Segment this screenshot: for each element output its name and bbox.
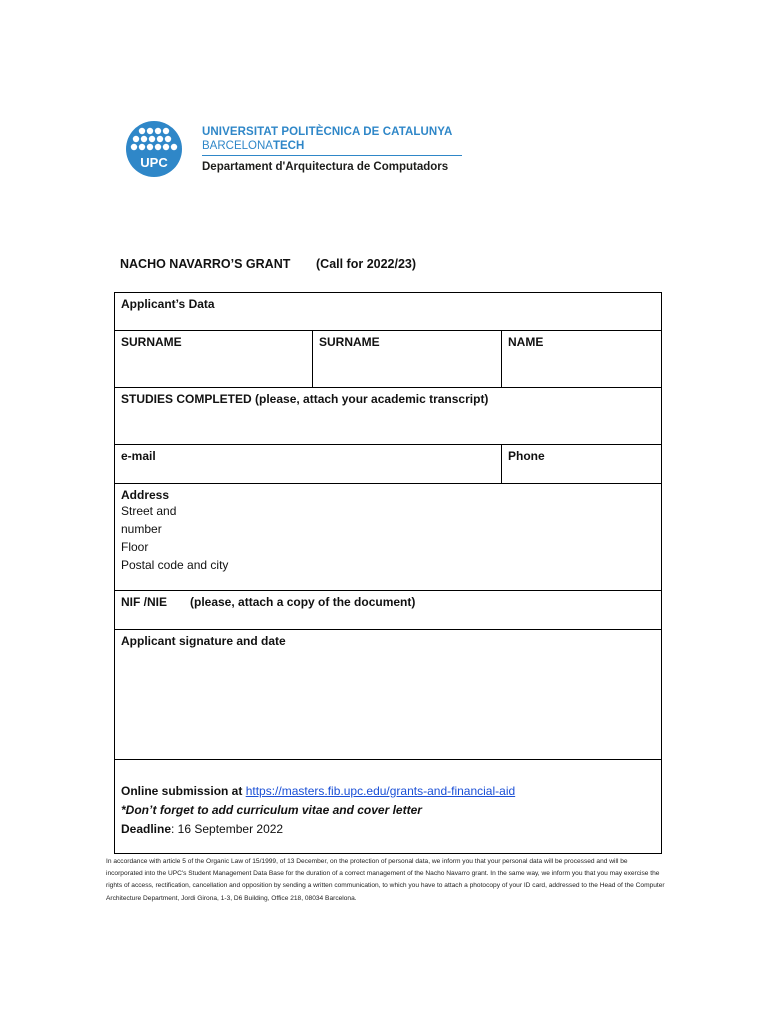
studies-field[interactable] bbox=[114, 387, 662, 445]
name-field[interactable] bbox=[501, 330, 662, 388]
deadline-value: : 16 September 2022 bbox=[171, 822, 284, 836]
submission-link[interactable]: https://masters.fib.upc.edu/grants-and-financial-aid bbox=[245, 784, 516, 798]
floor-label: Floor bbox=[121, 540, 149, 554]
nif-field[interactable] bbox=[114, 590, 662, 630]
surname-2-field[interactable] bbox=[312, 330, 502, 388]
surname-1-field[interactable] bbox=[114, 330, 313, 388]
postal-label: Postal code and city bbox=[121, 558, 229, 572]
grant-title: NACHO NAVARRO’S GRANT bbox=[120, 257, 291, 271]
email-field[interactable] bbox=[114, 444, 502, 484]
address-label: Address bbox=[121, 488, 170, 502]
online-submission-prefix: Online submission at bbox=[121, 784, 246, 798]
subtitle-tech: TECH bbox=[272, 140, 305, 152]
grant-call: (Call for 2022/23) bbox=[316, 257, 417, 271]
signature-label: Applicant signature and date bbox=[121, 634, 286, 648]
submission-box bbox=[114, 759, 662, 854]
department-name: Departament d'Arquitectura de Computadors bbox=[202, 161, 449, 173]
signature-field[interactable] bbox=[114, 629, 662, 760]
logo-divider bbox=[202, 155, 462, 156]
cv-reminder: *Don’t forget to add curriculum vitae and cover letter bbox=[121, 803, 422, 817]
surname-2-label: SURNAME bbox=[319, 335, 380, 349]
subtitle-barcelona: BARCELONA bbox=[202, 140, 273, 152]
applicant-data-label: Applicant’s Data bbox=[121, 297, 215, 311]
phone-label: Phone bbox=[508, 449, 545, 463]
data-protection-notice: In accordance with article 5 of the Organic Law of 15/1999, of 13 December, on the protection of personal data, we inform you that your personal data will be processed and will be incorporated into the UPC's Student Management Data Base for the duration of a correct management of the Nacho Navarro grant. In the same way, we inform you that you may exercise the rights of access, rectification, cancellation and opposition by sending a written communication, to which you have to attach a photocopy of your ID card, addressed to the Head of the Computer Architecture Department, Jordi Girona, 1-3, D6 Building, Office 218, 08034 Barcelona. bbox=[106, 858, 665, 902]
online-submission-line bbox=[121, 782, 655, 801]
deadline-label: Deadline bbox=[121, 822, 172, 836]
street-label-1: Street and bbox=[121, 504, 177, 518]
deadline-line bbox=[121, 820, 655, 839]
phone-field[interactable] bbox=[501, 444, 662, 484]
logo-text-block bbox=[202, 125, 476, 174]
university-name: UNIVERSITAT POLITÈCNICA DE CATALUNYA bbox=[202, 126, 453, 138]
email-label: e-mail bbox=[121, 449, 156, 463]
upc-logo bbox=[126, 121, 476, 177]
logo-letters: UPC bbox=[140, 155, 168, 170]
applicant-data-row bbox=[114, 292, 662, 331]
application-form bbox=[114, 292, 662, 854]
address-field[interactable] bbox=[114, 483, 662, 591]
upc-logo-icon bbox=[126, 121, 182, 177]
name-label: NAME bbox=[508, 335, 544, 349]
studies-label: STUDIES COMPLETED (please, attach your academic transcript) bbox=[121, 392, 489, 406]
university-subtitle bbox=[202, 139, 476, 153]
street-label-2: number bbox=[121, 522, 162, 536]
nif-note: (please, attach a copy of the document) bbox=[190, 595, 416, 609]
surname-1-label: SURNAME bbox=[121, 335, 182, 349]
nif-label: NIF /NIE bbox=[121, 595, 168, 609]
